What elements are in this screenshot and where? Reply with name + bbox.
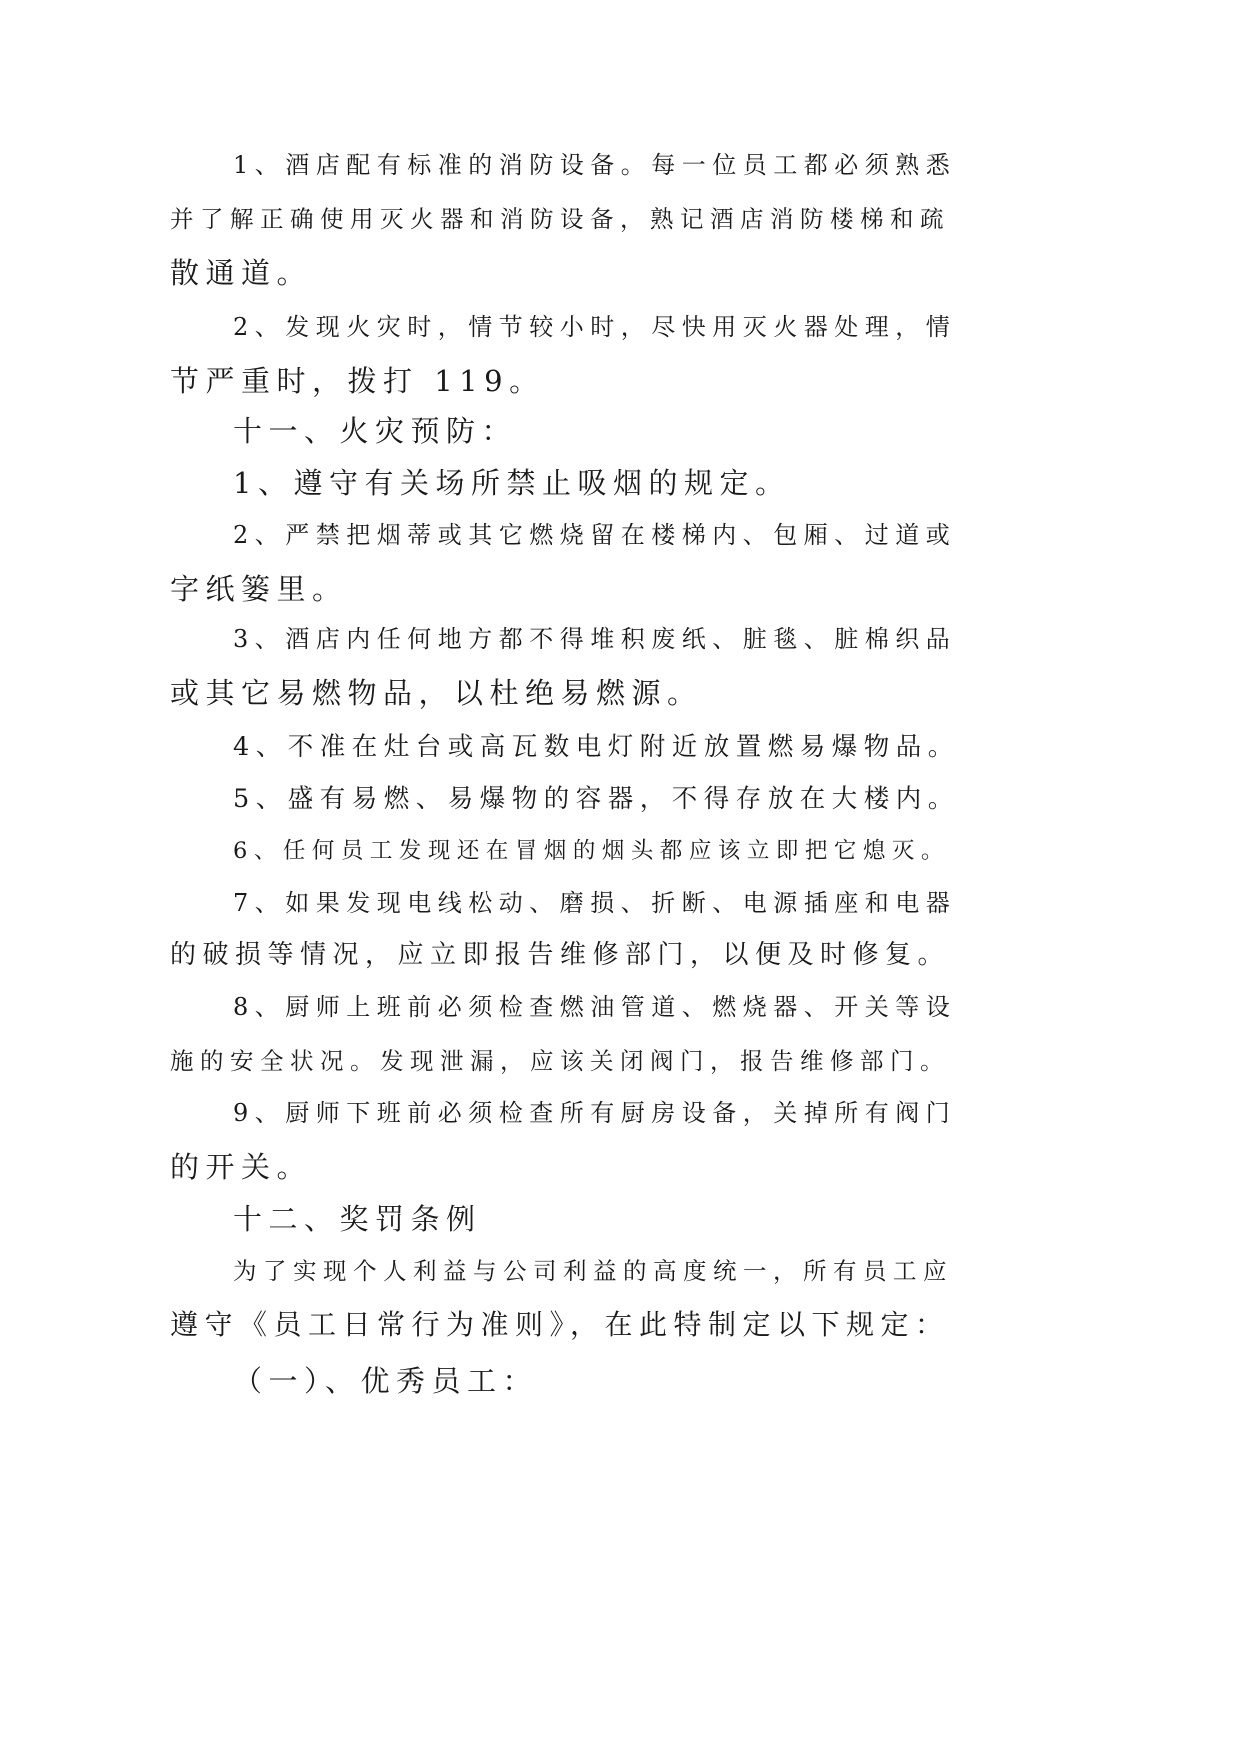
section-heading: 十一、火灾预防： xyxy=(233,414,518,448)
text-line: 施的安全状况。发现泄漏，应该关闭阀门，报告维修部门。 xyxy=(170,1047,950,1075)
text-line: 并了解正确使用灭火器和消防设备，熟记酒店消防楼梯和疏 xyxy=(170,205,950,233)
text-line: 3、酒店内任何地方都不得堆积废纸、脏毯、脏棉织品 xyxy=(233,625,957,653)
text-line: 遵守《员工日常行为准则》，在此特制定以下规定： xyxy=(170,1308,950,1341)
text-line: 为了实现个人利益与公司利益的高度统一，所有员工应 xyxy=(233,1257,953,1285)
text-line: 的开关。 xyxy=(170,1150,313,1184)
subsection-heading: （一）、优秀员工： xyxy=(233,1364,539,1398)
text-line: 1、酒店配有标准的消防设备。每一位员工都必须熟悉 xyxy=(233,151,957,179)
text-line: 2、严禁把烟蒂或其它燃烧留在楼梯内、包厢、过道或 xyxy=(233,521,957,549)
text-line: 9、厨师下班前必须检查所有厨房设备，关掉所有阀门 xyxy=(233,1099,957,1127)
text-line: 7、如果发现电线松动、磨损、折断、电源插座和电器 xyxy=(233,889,957,917)
text-line: 2、发现火灾时，情节较小时，尽快用灭火器处理，情 xyxy=(233,313,957,341)
text-line: 6、任何员工发现还在冒烟的烟头都应该立即把它熄灭。 xyxy=(233,838,950,864)
text-line: 散通道。 xyxy=(170,256,313,290)
text-line: 的破损等情况，应立即报告维修部门，以便及时修复。 xyxy=(170,940,951,970)
text-line: 节严重时，拨打 119。 xyxy=(170,364,545,398)
text-line: 4、不准在灶台或高瓦数电灯附近放置燃易爆物品。 xyxy=(233,732,960,762)
text-line: 8、厨师上班前必须检查燃油管道、燃烧器、开关等设 xyxy=(233,993,957,1021)
text-line: 5、盛有易燃、易爆物的容器，不得存放在大楼内。 xyxy=(233,784,960,814)
text-line: 字纸篓里。 xyxy=(170,572,348,606)
section-heading: 十二、奖罚条例 xyxy=(233,1202,482,1236)
text-line: 或其它易燃物品，以杜绝易燃源。 xyxy=(170,676,703,710)
text-line: 1、遵守有关场所禁止吸烟的规定。 xyxy=(233,466,791,500)
